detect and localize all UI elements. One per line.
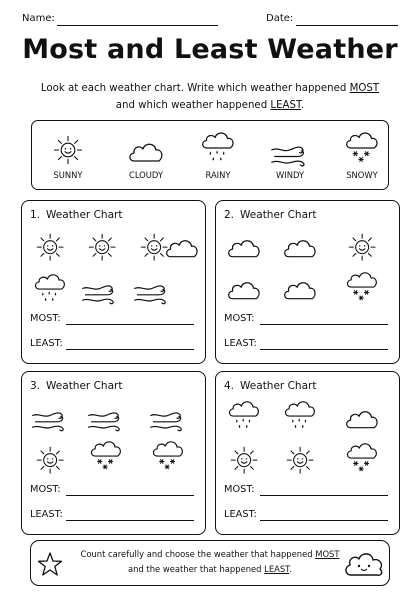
wind-icon (130, 273, 174, 313)
footer-box (30, 540, 390, 586)
chart-title-text: Weather Chart (240, 209, 317, 221)
rain-cloud-icon (278, 396, 322, 436)
cloud-icon (278, 227, 322, 267)
least-label: LEAST: (224, 509, 257, 520)
wind-icon (146, 400, 190, 440)
instructions-most: MOST (349, 83, 380, 94)
snow-cloud-icon (84, 436, 128, 476)
least-answer (224, 338, 257, 349)
most-write-line[interactable] (260, 324, 388, 325)
sun-face-icon (340, 227, 384, 267)
rain-cloud-icon (28, 269, 72, 309)
sun-face-icon (222, 440, 266, 480)
key-item-windy (256, 125, 324, 187)
key-label: CLOUDY (128, 170, 164, 180)
date-label: Date: (266, 13, 294, 24)
chart-panel-4 (215, 371, 400, 535)
cloud-icon (340, 398, 384, 438)
key-item-cloudy (112, 125, 180, 187)
key-label: RAINY (205, 170, 231, 180)
most-write-line[interactable] (66, 324, 194, 325)
page-title: Most and Least Weather (22, 34, 398, 65)
date-line[interactable] (296, 25, 398, 26)
rain-cloud-icon (184, 125, 252, 167)
most-label: MOST: (30, 484, 61, 495)
most-label: MOST: (30, 313, 61, 324)
least-answer (224, 509, 257, 520)
footer-end: . (289, 564, 292, 574)
key-label: SUNNY (53, 170, 83, 180)
most-answer (30, 313, 61, 324)
most-write-line[interactable] (66, 495, 194, 496)
instructions-end: . (300, 100, 305, 111)
footer-text (71, 547, 349, 577)
chart-number: 1. (30, 209, 41, 221)
instructions-line1: Look at each weather chart. Write which weather happened (40, 83, 350, 94)
cloud-icon (160, 227, 204, 267)
chart-title (224, 380, 316, 392)
chart-title (224, 209, 316, 221)
chart-panel-1 (21, 200, 206, 364)
instructions-line2: and which weather happened (115, 100, 271, 111)
key-item-sunny (34, 125, 102, 187)
most-label: MOST: (224, 484, 255, 495)
wind-icon (84, 400, 128, 440)
least-write-line[interactable] (66, 349, 194, 350)
footer-least: LEAST (264, 564, 290, 574)
key-item-rainy (184, 125, 252, 187)
smiling-cloud-icon (343, 547, 385, 581)
instructions-least: LEAST (270, 100, 301, 111)
chart-number: 3. (30, 380, 41, 392)
snow-cloud-icon (328, 125, 396, 167)
snow-cloud-icon (340, 267, 384, 307)
cloud-icon (278, 269, 322, 309)
snow-cloud-icon (340, 438, 384, 478)
chart-number: 4. (224, 380, 235, 392)
least-answer (30, 509, 63, 520)
name-line[interactable] (57, 25, 218, 26)
most-label: MOST: (224, 313, 255, 324)
cloud-icon (222, 269, 266, 309)
chart-panel-2 (215, 200, 400, 364)
weather-key (31, 120, 389, 190)
chart-panel-3 (21, 371, 206, 535)
chart-number: 2. (224, 209, 235, 221)
instructions (0, 80, 420, 114)
footer-line1: Count carefully and choose the weather that happened (80, 549, 316, 559)
snow-cloud-icon (146, 436, 190, 476)
sun-face-icon (80, 227, 124, 267)
wind-icon (78, 273, 122, 313)
sun-face-icon (278, 440, 322, 480)
footer-most: MOST (315, 549, 340, 559)
most-write-line[interactable] (260, 495, 388, 496)
chart-title-text: Weather Chart (46, 380, 123, 392)
least-write-line[interactable] (66, 520, 194, 521)
rain-cloud-icon (222, 396, 266, 436)
sun-face-icon (28, 227, 72, 267)
cloud-icon (222, 227, 266, 267)
wind-icon (256, 125, 324, 167)
least-label: LEAST: (30, 338, 63, 349)
least-label: LEAST: (30, 509, 63, 520)
least-write-line[interactable] (260, 349, 388, 350)
most-answer (224, 484, 255, 495)
footer-line2: and the weather that happened (128, 564, 265, 574)
key-label: WINDY (275, 170, 305, 180)
cloud-icon (112, 125, 180, 167)
star-icon (37, 551, 63, 577)
sun-face-icon (34, 125, 102, 167)
name-date-row (22, 10, 398, 30)
least-label: LEAST: (224, 338, 257, 349)
name-label: Name: (22, 13, 55, 24)
least-answer (30, 338, 63, 349)
most-answer (224, 313, 255, 324)
sun-face-icon (28, 440, 72, 480)
chart-title (30, 380, 122, 392)
wind-icon (28, 400, 72, 440)
key-label: SNOWY (346, 170, 378, 180)
most-answer (30, 484, 61, 495)
chart-title-text: Weather Chart (240, 380, 317, 392)
least-write-line[interactable] (260, 520, 388, 521)
key-item-snowy (328, 125, 396, 187)
chart-title-text: Weather Chart (46, 209, 123, 221)
chart-title (30, 209, 122, 221)
